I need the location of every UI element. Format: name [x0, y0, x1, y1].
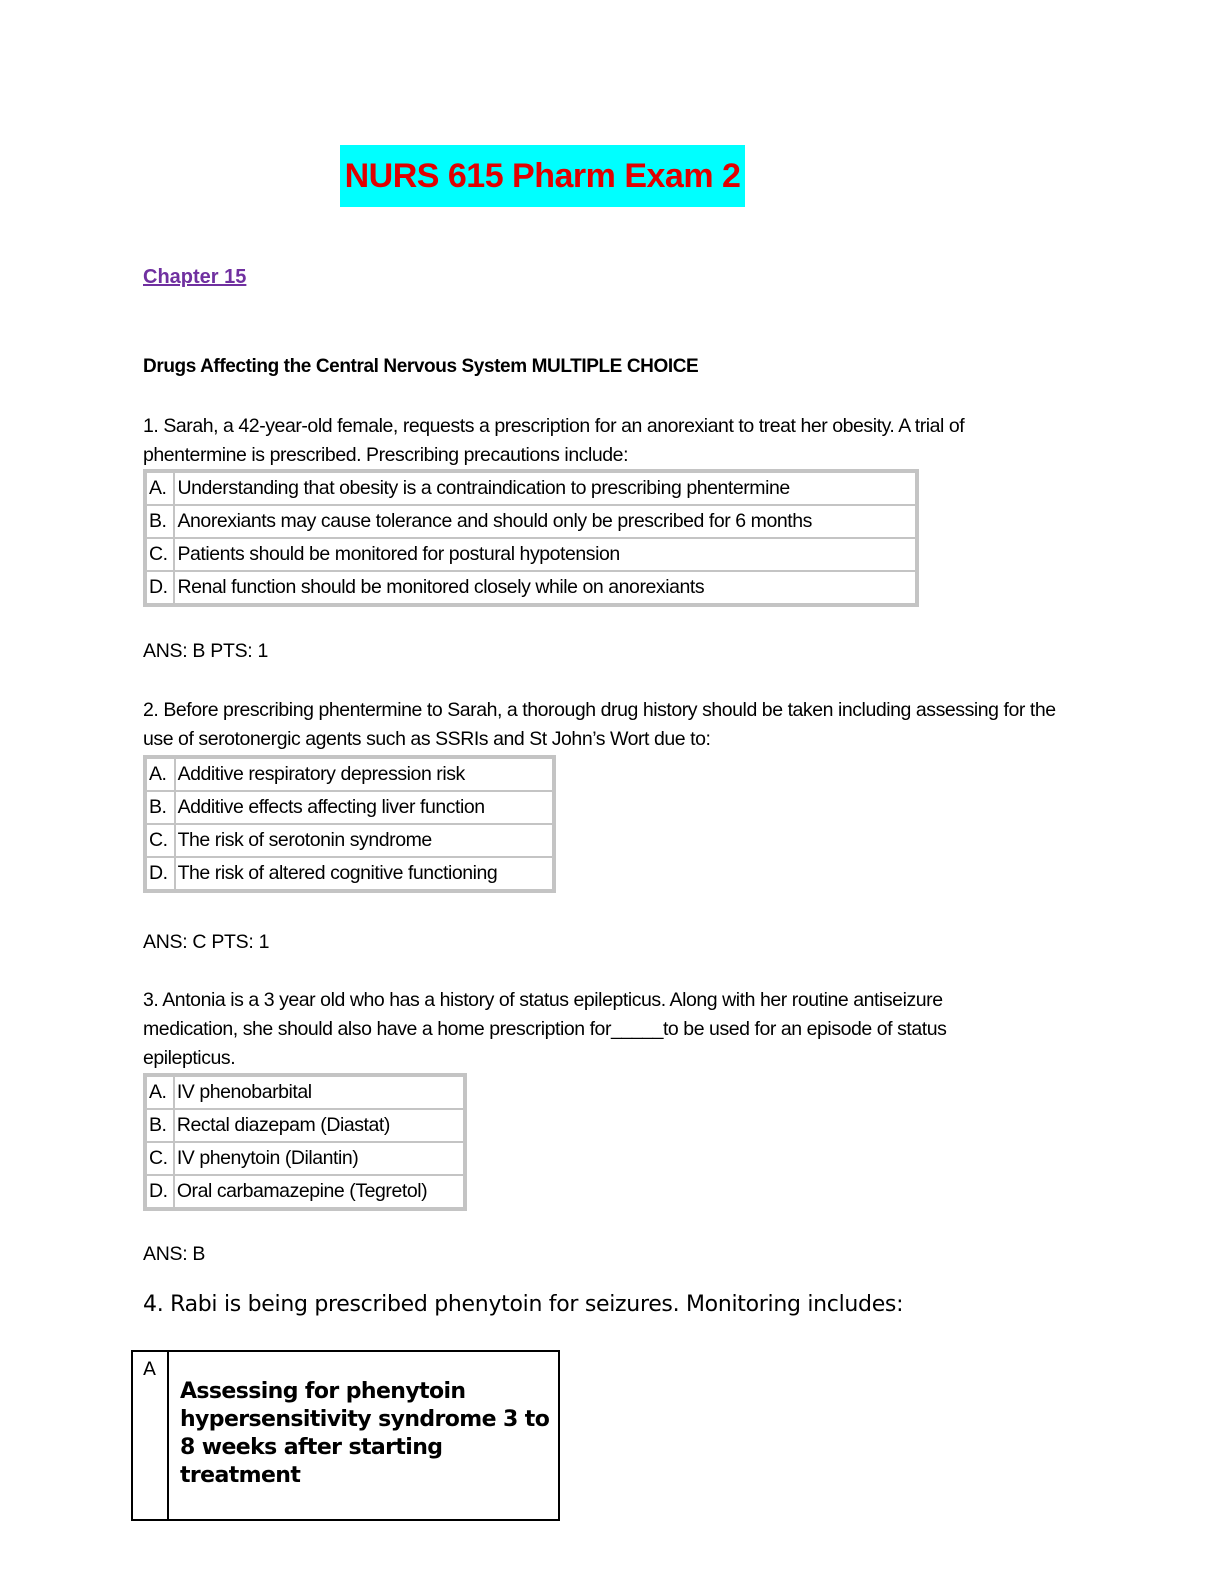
option-letter: A. [146, 472, 174, 505]
column-divider [167, 1352, 169, 1519]
option-letter: B. [146, 1109, 174, 1142]
option-row [146, 1175, 464, 1208]
option-letter: A. [146, 1076, 174, 1109]
option-row [146, 1076, 464, 1109]
option-text: Rectal diazepam (Diastat) [174, 1109, 464, 1142]
option-row [146, 758, 553, 791]
question-4-stem: 4. Rabi is being prescribed phenytoin for seizures. Monitoring includes: [143, 1292, 904, 1317]
option-text: IV phenytoin (Dilantin) [174, 1142, 464, 1175]
option-text: Understanding that obesity is a contraindication to prescribing phentermine [174, 472, 916, 505]
question-2-options [143, 755, 556, 893]
option-letter: C. [146, 1142, 174, 1175]
section-heading: Drugs Affecting the Central Nervous System MULTIPLE CHOICE [143, 356, 699, 377]
option-text: The risk of altered cognitive functioning [175, 857, 553, 890]
question-2-answer: ANS: C PTS: 1 [143, 931, 270, 953]
option-text: Oral carbamazepine (Tegretol) [174, 1175, 464, 1208]
option-letter: A [143, 1358, 156, 1380]
option-text: Anorexiants may cause tolerance and should only be prescribed for 6 months [174, 505, 916, 538]
option-row [146, 505, 916, 538]
option-text: Additive effects affecting liver function [175, 791, 553, 824]
option-letter: D. [146, 857, 175, 890]
question-2-stem: 2. Before prescribing phentermine to Sarah, a thorough drug history should be taken including assessing for the use of serotonergic agents such as SSRIs and St John’s Wort due to: [143, 699, 1056, 750]
option-row [146, 538, 916, 571]
option-text: The risk of serotonin syndrome [175, 824, 553, 857]
option-letter: C. [146, 538, 174, 571]
option-letter: D. [146, 1175, 174, 1208]
question-1-options [143, 469, 919, 607]
chapter-link[interactable]: Chapter 15 [143, 266, 247, 288]
option-text: Patients should be monitored for postural hypotension [174, 538, 916, 571]
option-letter: D. [146, 571, 174, 604]
option-row [146, 1142, 464, 1175]
option-letter: C. [146, 824, 175, 857]
question-3-options [143, 1073, 467, 1211]
question-4-options [131, 1350, 560, 1521]
option-letter: B. [146, 791, 175, 824]
option-letter: B. [146, 505, 174, 538]
option-text: IV phenobarbital [174, 1076, 464, 1109]
option-row [146, 824, 553, 857]
option-text: Additive respiratory depression risk [175, 758, 553, 791]
option-row [146, 1109, 464, 1142]
question-1-answer: ANS: B PTS: 1 [143, 640, 269, 662]
option-text: Assessing for phenytoin hypersensitivity syndrome 3 to 8 weeks after starting treatment [180, 1379, 550, 1488]
question-1-stem: 1. Sarah, a 42-year-old female, requests a prescription for an anorexiant to treat her obesity. A trial of phentermine is prescribed. Prescribing precautions include: [143, 415, 965, 466]
option-letter: A. [146, 758, 175, 791]
option-row [146, 857, 553, 890]
option-text: Renal function should be monitored closely while on anorexiants [174, 571, 916, 604]
question-3-stem: 3. Antonia is a 3 year old who has a history of status epilepticus. Along with her routine antiseizure medication, she should also have a home prescription for_____to be used for an episode of status epilepticus. [143, 989, 947, 1069]
document-title: NURS 615 Pharm Exam 2 [340, 145, 745, 207]
option-row [146, 571, 916, 604]
option-row [146, 472, 916, 505]
question-3-answer: ANS: B [143, 1243, 206, 1265]
option-row [146, 791, 553, 824]
